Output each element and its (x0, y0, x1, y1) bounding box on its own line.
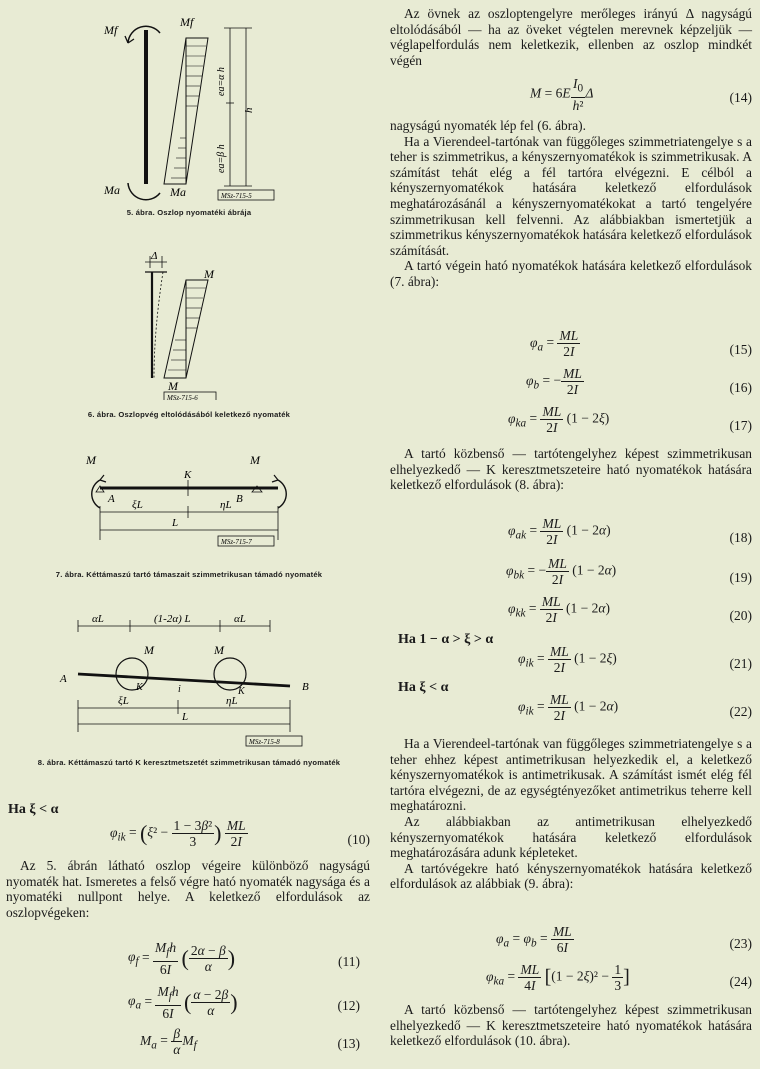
eq16-number: (16) (729, 380, 752, 395)
eq10-number: (10) (347, 832, 370, 847)
fig8-l: L (182, 711, 189, 723)
fig5-ma-left: Ma (104, 183, 120, 197)
fig7-k: K (184, 469, 192, 481)
right-paragraph-9: A tartó közbenső — tartótengelyhez képest szimmetrikusan elhelyezkedő — K keresztmetszeteire ható nyomatékok hatására keletkező elfordulások (10. ábra). (390, 1002, 752, 1049)
fig5-ma-right: Ma (170, 185, 186, 199)
right-ha-heading-2: Ha ξ < α (398, 680, 449, 695)
figure-5 (80, 8, 310, 208)
fig8-stamp: MSz-715-8 (249, 738, 280, 746)
eq23-number: (23) (729, 936, 752, 951)
fig5-bottom-dim: ea=β h (216, 144, 227, 173)
fig5-mf-right: Mf (180, 15, 194, 29)
figure-6 (130, 250, 240, 400)
eq11-number: (11) (338, 954, 360, 969)
equation-13: $M_a$ = $\frac{\beta}{\alpha}$ $M_f$ (140, 1026, 197, 1057)
fig7-etal: ηL (220, 499, 232, 511)
fig6-m-bottom: M (168, 379, 178, 393)
fig8-m1: M (144, 643, 154, 657)
equation-17: $\varphi_{ka}$ = $\frac{ML}{2I}$ (1 − 2ξ) (508, 404, 610, 435)
fig8-i: i (178, 684, 181, 695)
fig5-h: h (243, 107, 255, 113)
eq20-number: (20) (729, 608, 752, 623)
fig6-delta: Δ (151, 250, 158, 262)
fig7-stamp: MSz-715-7 (221, 538, 252, 546)
fig8-caption: 8. ábra. Kéttámaszú tartó K keresztmetszetét szimmetrikusan támadó nyomaték (37, 758, 341, 767)
left-ha-heading: Ha ξ < α (8, 802, 59, 817)
fig8-b: B (302, 681, 309, 693)
eq19-number: (19) (729, 570, 752, 585)
equation-11: $\varphi_f$ = $\frac{M_fh}{6I}$ ( $\frac{2\alpha - \beta}{\alpha}$ ) (128, 940, 236, 977)
equation-20: $\varphi_{kk}$ = $\frac{ML}{2I}$ (1 − 2α) (508, 594, 610, 625)
equation-12: $\varphi_a$ = $\frac{M_fh}{6I}$ ( $\frac{\alpha - 2\beta}{\alpha}$ ) (128, 984, 238, 1021)
fig7-a: A (108, 493, 115, 505)
equation-19: $\varphi_{bk}$ = − $\frac{ML}{2I}$ (1 − 2α) (506, 556, 617, 587)
equation-23: $\varphi_a = \varphi_b$ = $\frac{ML}{6I}$ (496, 924, 572, 955)
fig5-stamp: MSz-715-5 (221, 192, 252, 200)
fig8-a: A (60, 673, 67, 685)
left-paragraph-1: Az 5. ábrán látható oszlop végeire különböző nagyságú nyomaték hat. Ismeretes a felső végre ható nyomaték nagysága és a nyomatéki nullpont helye. A keletkező elfordulások az oszlopvégeken: (6, 858, 370, 920)
fig7-m-right: M (250, 453, 260, 467)
equation-14: M = 6E $\frac{I_0}{\text{h²}}$ Δ (530, 76, 594, 113)
right-paragraph-2: nagyságú nyomaték lép fel (6. ábra). Ha a Vierendeel-tartónak van függőleges szimmetriatengelye s a teher is szimmetrikus, a kényszernyomatékok is szimmetrikusak. A számítást tehát elég a fél tartóra elvégezni. E célból a kényszernyomatékok hatására keletkező elfordulások meghatározásánál a kényszernyomatékokat a tartó tengelyére szimmetrikusan kell felvenni. Az alábbiakban ismertetjük a szimmetrikus kényszernyomatékok hatására keletkező elfordulások számítását. A tartó végein ható nyomatékok hatására keletkező elfordulások (7. ábra): (390, 118, 752, 289)
eq21-number: (21) (729, 656, 752, 671)
right-paragraph-5: A tartó közbenső — tartótengelyhez képest szimmetrikusan elhelyezkedő — K keresztmetszeteire ható nyomatékok hatására keletkező elfordulások (8. ábra): (390, 446, 752, 493)
fig8-m2: M (214, 643, 224, 657)
equation-16: $\varphi_b$ = − $\frac{ML}{2I}$ (526, 366, 582, 397)
eq14-number: (14) (729, 90, 752, 105)
fig7-caption: 7. ábra. Kéttámaszú tartó támaszait szimmetrikusan támadó nyomaték (55, 570, 323, 579)
fig7-b: B (236, 493, 243, 505)
fig8-k1: K (136, 682, 143, 693)
eq24-number: (24) (729, 974, 752, 989)
eq15-number: (15) (729, 342, 752, 357)
equation-15: $\varphi_a$ = $\frac{ML}{2I}$ (530, 328, 579, 359)
equation-10: $\varphi_{ik} = (\xi^2$ − $\frac{\text{1 − 3β²}}{3}$ ) $\frac{ML}{2I}$ (110, 818, 246, 849)
fig7-xil: ξL (132, 499, 143, 511)
fig5-top-dim: ea=α h (216, 67, 227, 96)
figure-8 (50, 608, 320, 748)
fig6-m-top: M (204, 267, 214, 281)
equation-21: $\varphi_{ik}$ = $\frac{ML}{2I}$ (1 − 2ξ) (518, 644, 617, 675)
eq17-number: (17) (729, 418, 752, 433)
equation-18: $\varphi_{ak}$ = $\frac{ML}{2I}$ (1 − 2α) (508, 516, 611, 547)
fig7-l: L (172, 517, 179, 529)
eq13-number: (13) (337, 1036, 360, 1051)
fig8-xil: ξL (118, 695, 129, 707)
fig6-caption: 6. ábra. Oszlopvég eltolódásából keletkező nyomaték (87, 410, 291, 419)
equation-24: $\varphi_{ka}$ = $\frac{ML}{4I}$ [(1 − 2ξ)² − $\frac{1}{3}$ ] (486, 962, 630, 993)
fig8-al2: αL (234, 613, 246, 625)
fig8-al1: αL (92, 613, 104, 625)
right-paragraph-6: Ha a Vierendeel-tartónak van függőleges szimmetriatengelye s a teher ehhez képest antimetrikusan helyezkedik el, a keletkező kényszernyomatékok is antimetrikusak. A számítást ismét elég fél tartóra elvégezni, de az egységtényezőket antimetrikus teherre kell meghatározni. Az alábbiakban az antimetrikusan elhelyezkedő kényszernyomatékok hatására keletkező elfordulások meghatározására adunk képleteket. A tartóvégekre ható kényszernyomatékok hatására keletkező elfordulások az alábbiak (9. ábra): (390, 736, 752, 892)
fig8-mid: (1-2α) L (154, 613, 191, 625)
fig8-etal: ηL (226, 695, 238, 707)
fig5-mf-left: Mf (104, 23, 118, 37)
eq18-number: (18) (729, 530, 752, 545)
right-paragraph-1: Az övnek az oszloptengelyre merőleges irányú Δ nagyságú eltolódásából — ha az öveket végtelen merevnek képzeljük — véglapelfordulás nem keletkezik, ellenben az oszlop mindkét végén (390, 6, 752, 68)
right-ha-heading-1: Ha 1 − α > ξ > α (398, 632, 494, 647)
fig8-k2: K (238, 686, 245, 697)
fig5-caption: 5. ábra. Oszlop nyomatéki ábrája (126, 208, 252, 217)
eq22-number: (22) (729, 704, 752, 719)
fig7-m-left: M (86, 453, 96, 467)
eq12-number: (12) (337, 998, 360, 1013)
equation-22: $\varphi_{ik}$ = $\frac{ML}{2I}$ (1 − 2α) (518, 692, 619, 723)
figure-7 (70, 450, 310, 560)
fig6-stamp: MSz-715-6 (167, 394, 198, 400)
